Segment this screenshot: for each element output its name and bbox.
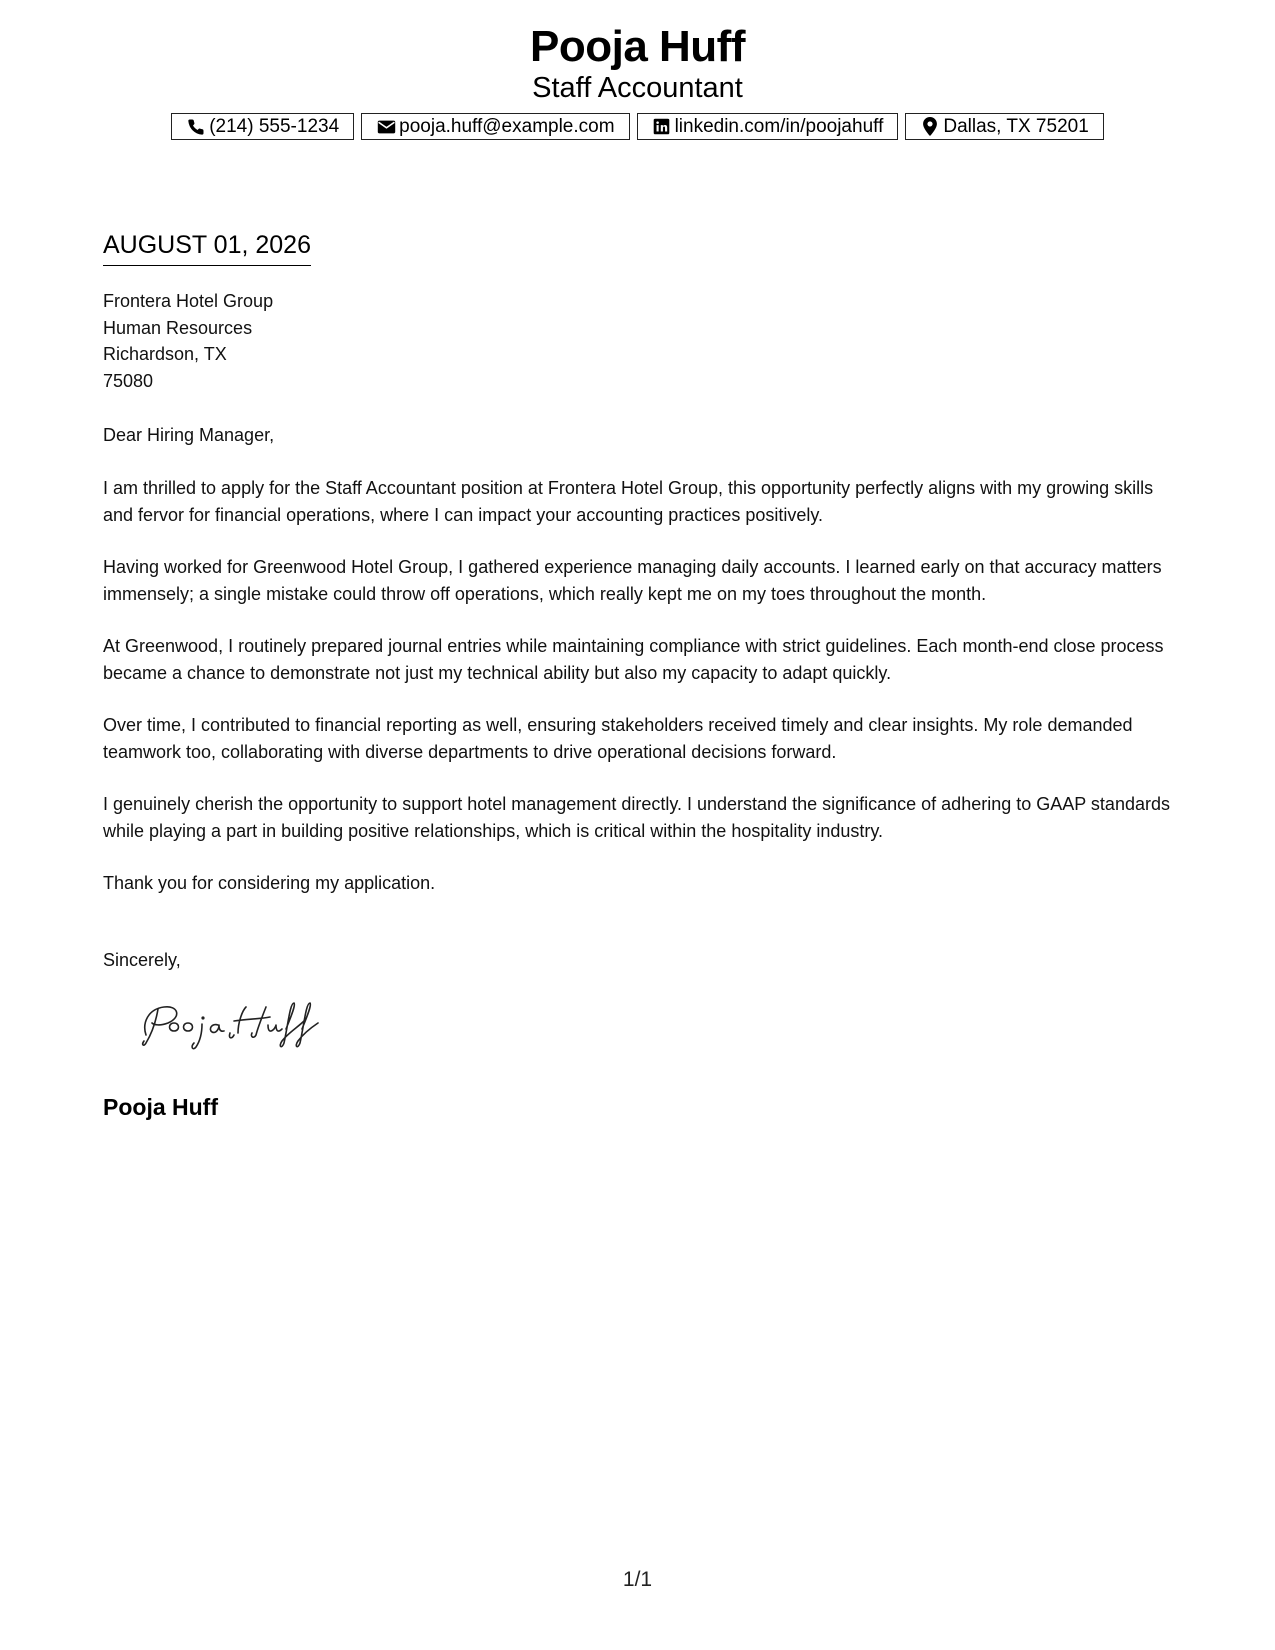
letter-date-block [103, 229, 311, 266]
recipient-department: Human Resources [103, 317, 253, 338]
contact-email-text: pooja.huff@example.com [399, 115, 615, 137]
letter-header [0, 22, 1275, 104]
contact-phone-text: (214) 555-1234 [209, 115, 340, 137]
recipient-city-state: Richardson, TX [103, 344, 227, 364]
paragraph: I genuinely cherish the opportunity to support hotel management directly. I understand the significance of adhering to GAAP standards while playing a part in building positive relationships, which is critical within the hospitality industry. [103, 794, 1170, 841]
recipient-address [103, 288, 1183, 394]
applicant-title: Staff Accountant [532, 72, 743, 104]
salutation: Dear Hiring Manager, [103, 425, 275, 445]
paragraph: Having worked for Greenwood Hotel Group, I gathered experience managing daily accounts. I learned early on that accuracy matters immensely; a single mistake could throw off operations, which really kept me on my toes throughout the month. [103, 557, 1162, 604]
signature-image [138, 995, 338, 1055]
paragraph: Thank you for considering my application. [103, 873, 436, 893]
envelope-icon [376, 117, 396, 137]
phone-icon [186, 117, 206, 137]
page-number: 1/1 [622, 1568, 653, 1591]
paragraph: I am thrilled to apply for the Staff Accountant position at Frontera Hotel Group, this opportunity perfectly aligns with my growing skills and fervor for financial operations, where I can impact your accounting practices positively. [103, 478, 1154, 525]
letter-date: AUGUST 01, 2026 [103, 229, 311, 266]
contact-location-text: Dallas, TX 75201 [943, 115, 1089, 137]
contact-bar [0, 113, 1275, 140]
paragraph: Over time, I contributed to financial reporting as well, ensuring stakeholders received timely and clear insights. My role demanded teamwork too, collaborating with diverse departments to drive operational decisions forward. [103, 715, 1133, 762]
map-pin-icon [920, 117, 940, 137]
paragraph: At Greenwood, I routinely prepared journal entries while maintaining compliance with strict guidelines. Each month-end close process became a chance to demonstrate not just my technical ability but also my capacity to adapt quickly. [103, 636, 1164, 683]
recipient-zip: 75080 [103, 370, 154, 391]
contact-phone [171, 113, 354, 140]
linkedin-icon [652, 117, 672, 137]
contact-linkedin-text: linkedin.com/in/poojahuff [674, 115, 884, 137]
closing: Sincerely, [103, 950, 181, 970]
contact-linkedin [637, 113, 899, 140]
applicant-name: Pooja Huff [530, 22, 745, 71]
contact-location [905, 113, 1103, 140]
recipient-company: Frontera Hotel Group [103, 291, 274, 311]
contact-email [361, 113, 629, 140]
signer-name: Pooja Huff [103, 1094, 218, 1120]
